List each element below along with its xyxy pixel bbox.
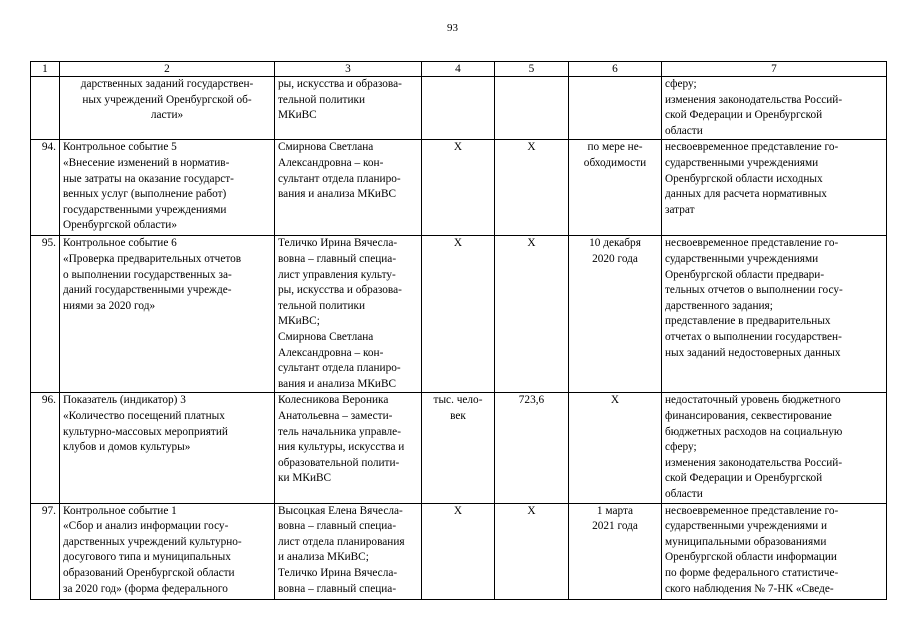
event-cell: Показатель (индикатор) 3 «Количество посещений платных культурно-массовых мероприятий клубов и домов культуры»: [60, 393, 275, 503]
event-cell: Контрольное событие 1 «Сбор и анализ информации госу- дарственных учреждений культурно- досугового типа и муниципальных образований Оренбургской области за 2020 год» (форма федерального: [60, 503, 275, 599]
table-row: [31, 77, 887, 140]
risks-cell: несвоевременное представление го- сударственными учреждениями Оренбургской области предвари- тельных отчетов о выполнении госу- дарственного задания; представление в предварительных отчетах о выполнении государствен- ных заданий недостоверных данных: [662, 236, 887, 393]
header-cell: 6: [569, 62, 662, 77]
header-cell: 5: [495, 62, 569, 77]
row-number: [31, 77, 60, 140]
row-number: 97.: [31, 503, 60, 599]
deadline-cell: 10 декабря 2020 года: [569, 236, 662, 393]
table-row: [31, 140, 887, 236]
value-cell: Х: [495, 140, 569, 236]
unit-cell: [422, 77, 495, 140]
deadline-cell: Х: [569, 393, 662, 503]
header-cell: 4: [422, 62, 495, 77]
unit-cell: Х: [422, 140, 495, 236]
responsible-cell: Теличко Ирина Вячесла- вовна – главный специа- лист управления культу- ры, искусства и образова- тельной политики МКиВС; Смирнова Светлана Александровна – кон- сультант отдела планиро- вания и анализа МКиВС: [275, 236, 422, 393]
responsible-cell: ры, искусства и образова- тельной политики МКиВС: [275, 77, 422, 140]
unit-cell: тыс. чело- век: [422, 393, 495, 503]
event-cell: Контрольное событие 6 «Проверка предварительных отчетов о выполнении государственных за- даний государственными учрежде- ниями за 2020 год»: [60, 236, 275, 393]
event-cell: дарственных заданий государствен- ных учреждений Оренбургской об- ласти»: [60, 77, 275, 140]
value-cell: [495, 77, 569, 140]
plan-table: [30, 61, 887, 600]
header-cell: 2: [60, 62, 275, 77]
event-cell: Контрольное событие 5 «Внесение изменений в норматив- ные затраты на оказание государст- венных услуг (выполнение работ) государственными учреждениями Оренбургской области»: [60, 140, 275, 236]
deadline-cell: [569, 77, 662, 140]
header-cell: 7: [662, 62, 887, 77]
table-row: [31, 503, 887, 599]
risks-cell: несвоевременное представление го- сударственными учреждениями и муниципальными образованиями Оренбургской области информации по форме федерального статистиче- ского наблюдения № 7-НК «Сведе-: [662, 503, 887, 599]
risks-cell: недостаточный уровень бюджетного финансирования, секвестирование бюджетных расходов на социальную сферу; изменения законодательства Россий- ской Федерации и Оренбургской области: [662, 393, 887, 503]
table-row: [31, 236, 887, 393]
table-row: [31, 393, 887, 503]
row-number: 94.: [31, 140, 60, 236]
value-cell: 723,6: [495, 393, 569, 503]
unit-cell: Х: [422, 503, 495, 599]
deadline-cell: по мере не- обходимости: [569, 140, 662, 236]
risks-cell: несвоевременное представление го- сударственными учреждениями Оренбургской области исходных данных для расчета нормативных затрат: [662, 140, 887, 236]
deadline-cell: 1 марта 2021 года: [569, 503, 662, 599]
responsible-cell: Колесникова Вероника Анатольевна – замести- тель начальника управле- ния культуры, искусства и образовательной полити- ки МКиВС: [275, 393, 422, 503]
value-cell: Х: [495, 236, 569, 393]
unit-cell: Х: [422, 236, 495, 393]
row-number: 95.: [31, 236, 60, 393]
header-cell: 1: [31, 62, 60, 77]
responsible-cell: Высоцкая Елена Вячесла- вовна – главный специа- лист отдела планирования и анализа МКиВС; Теличко Ирина Вячесла- вовна – главный специа-: [275, 503, 422, 599]
row-number: 96.: [31, 393, 60, 503]
responsible-cell: Смирнова Светлана Александровна – кон- сультант отдела планиро- вания и анализа МКиВС: [275, 140, 422, 236]
header-row: [31, 62, 887, 77]
risks-cell: сферу; изменения законодательства Россий- ской Федерации и Оренбургской области: [662, 77, 887, 140]
value-cell: Х: [495, 503, 569, 599]
page-number: 93: [447, 22, 458, 34]
header-cell: 3: [275, 62, 422, 77]
